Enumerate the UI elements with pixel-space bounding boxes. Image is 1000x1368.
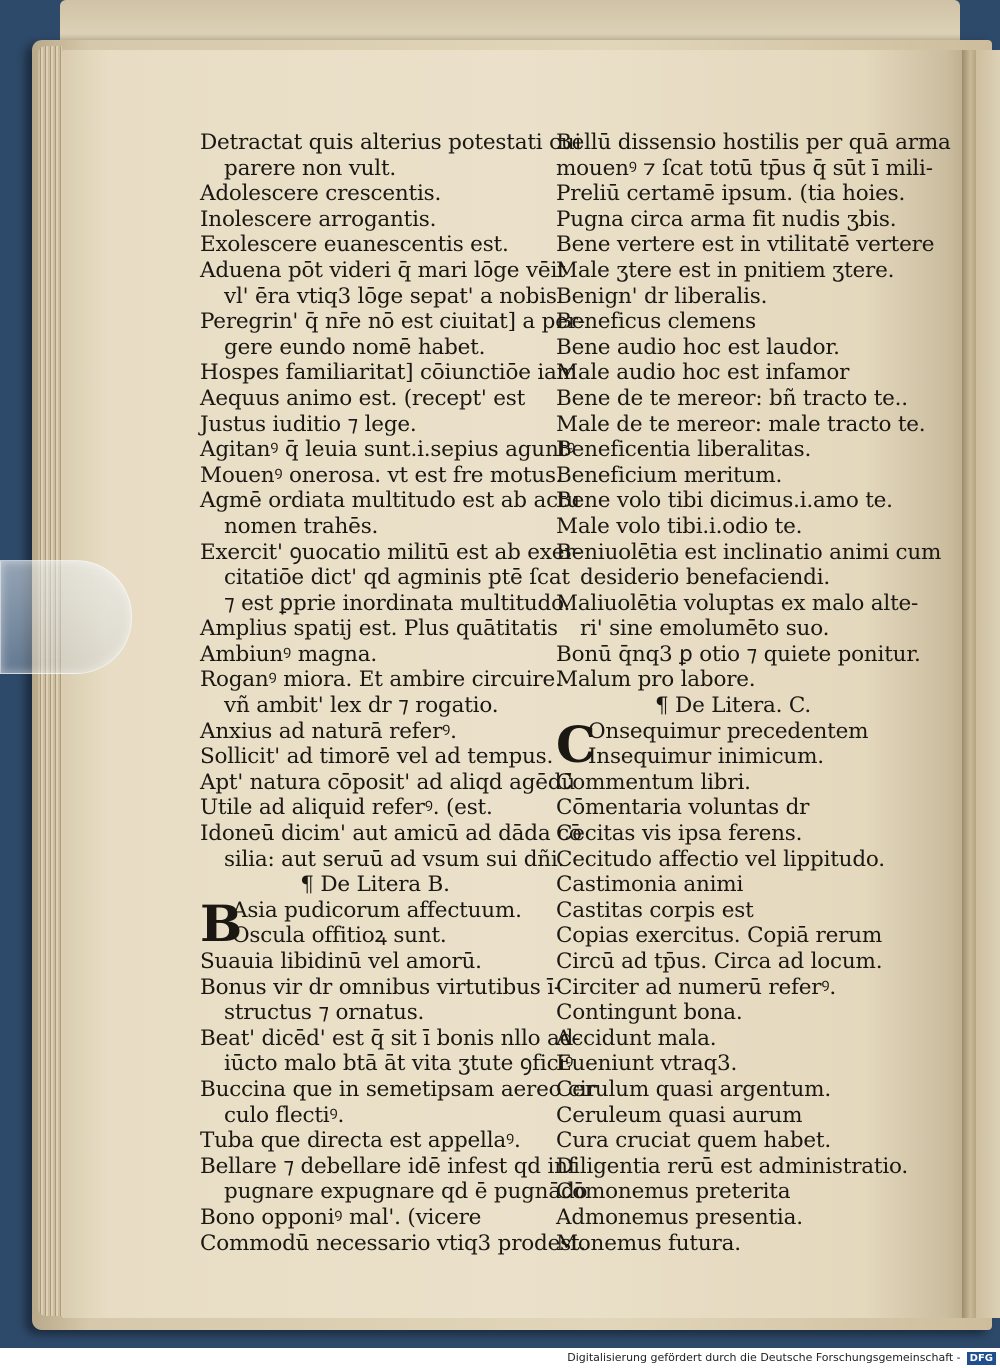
text-line: Bonū q̄nq3 ꝑ otio ⁊ quiete ponitur. bbox=[556, 641, 921, 667]
text-line: Ceruleum quasi aurum bbox=[556, 1102, 803, 1128]
text-line: Circū ad tp̄us. Circa ad locum. bbox=[556, 949, 883, 974]
text-line: Hospes familiaritat] cōiunctiōe iam bbox=[200, 360, 577, 386]
text-line: Beat' dicēd' est q̄ sit ī bonis nllo ad- bbox=[200, 1025, 581, 1051]
text-line: Bellare ⁊ debellare idē infest qd inf bbox=[200, 1153, 576, 1179]
text-line: mouenꝰ ⁊ ſcat totū tp̄us q̄ sūt ī mili- bbox=[556, 155, 933, 181]
right-text-column bbox=[556, 130, 951, 1256]
text-line: Monemus futura. bbox=[556, 1230, 741, 1256]
text-line: vñ ambit' lex dr ⁊ rogatio. bbox=[224, 693, 499, 719]
text-line: Bene volo tibi dicimus.i.amo te. bbox=[556, 488, 893, 514]
text-line: Buccina que in semetipsam aereo cir bbox=[200, 1076, 597, 1102]
text-line: Cecitas vis ipsa ferens. bbox=[556, 821, 803, 847]
text-line: Commentum libri. bbox=[556, 769, 751, 795]
text-line: Asia pudicorum affectuum. bbox=[232, 897, 522, 923]
text-line: Adolescere crescentis. bbox=[200, 181, 442, 207]
text-line: Bene vertere est in vtilitatē vertere bbox=[556, 232, 935, 258]
text-line: parere non vult. bbox=[224, 155, 397, 181]
text-line: Anxius ad naturā referꝰ. bbox=[200, 718, 457, 744]
initial-letter: B bbox=[200, 893, 243, 953]
gutter bbox=[962, 50, 976, 1318]
text-line: Detractat quis alterius potestati cui bbox=[200, 130, 582, 155]
text-line: Copias exercitus. Copiā rerum bbox=[556, 923, 883, 949]
text-line: Idoneū dicim' aut amicū ad dāda cō bbox=[200, 821, 582, 847]
right-page-edge bbox=[976, 50, 1000, 1318]
text-line: ri' sine emolumēto suo. bbox=[580, 616, 830, 642]
text-line: Beniuolētia est inclinatio animi cum bbox=[556, 539, 942, 565]
text-line: Oscula offitioꝝ sunt. bbox=[232, 923, 447, 949]
footer-text: Digitalisierung gefördert durch die Deutsche Forschungsgemeinschaft - bbox=[567, 1351, 961, 1364]
text-line: citatiōe dict' qd agminis ptē ſcat bbox=[224, 565, 570, 591]
text-line: nomen trahēs. bbox=[224, 513, 379, 539]
text-line: Malum pro labore. bbox=[556, 667, 756, 693]
text-line: desiderio benefaciendi. bbox=[580, 565, 831, 591]
text-line: Contingunt bona. bbox=[556, 1000, 743, 1026]
text-line: Exercit' ꝯuocatio militū est ab exer- bbox=[200, 539, 582, 565]
text-line: Aequus animo est. (recept' est bbox=[200, 385, 526, 411]
text-line: Cerulum quasi argentum. bbox=[556, 1076, 831, 1102]
initial-text bbox=[588, 719, 868, 770]
text-line: Bono opponiꝰ mal'. (vicere bbox=[200, 1204, 482, 1230]
text-line: Bellū dissensio hostilis per quā arma bbox=[556, 130, 951, 155]
text-line: culo flectiꝰ. bbox=[224, 1102, 345, 1128]
text-line: Beneficentia liberalitas. bbox=[556, 437, 812, 463]
text-line: Bonus vir dr omnibus virtutibus ī- bbox=[200, 974, 561, 1000]
text-line: Commodū necessario vtiq3 prodest. bbox=[200, 1230, 587, 1256]
initial-letter: C bbox=[556, 714, 596, 774]
footer-bar bbox=[0, 1348, 1000, 1368]
text-line: Apt' natura cōposit' ad aliqd agēdū bbox=[200, 769, 576, 795]
text-line: Roganꝰ miora. Et ambire circuire. bbox=[200, 667, 562, 693]
text-line: Agitanꝰ q̄ leuia sunt.i.sepius aguntꝰ bbox=[200, 437, 576, 463]
text-line: Cōmentaria voluntas dr bbox=[556, 795, 810, 821]
text-line: Circiter ad numerū referꝰ. bbox=[556, 974, 836, 1000]
text-line: Inolescere arrogantis. bbox=[200, 206, 437, 232]
page-edges bbox=[38, 46, 62, 1316]
text-line: Aduena pōt videri q̄ mari lōge vēit bbox=[200, 257, 566, 283]
text-line: Utile ad aliquid referꝰ. (est. bbox=[200, 795, 493, 821]
text-line: pugnare expugnare qd ē pugnādo bbox=[224, 1179, 588, 1205]
text-line: Cura cruciat quem habet. bbox=[556, 1128, 831, 1154]
text-line: gere eundo nomē habet. bbox=[224, 334, 486, 360]
text-line: Male audio hoc est infamor bbox=[556, 360, 850, 386]
text-line: Male de te mereor: male tracto te. bbox=[556, 411, 926, 437]
section-heading: ¶ De Litera B. bbox=[300, 872, 450, 898]
text-line: Amplius spatij est. Plus quātitatis bbox=[200, 616, 558, 642]
text-line: Cōmonemus preterita bbox=[556, 1179, 791, 1205]
text-line: ⁊ est ꝑprie inordinata multitudo. bbox=[224, 590, 571, 616]
text-line: silia: aut seruū ad vsum sui dñi. bbox=[224, 846, 565, 872]
text-line: Suauia libidinū vel amorū. bbox=[200, 949, 482, 974]
text-line: Pugna circa arma fit nudis ʒbis. bbox=[556, 206, 897, 232]
initial-block bbox=[556, 714, 910, 774]
plastic-clip bbox=[0, 560, 132, 674]
text-line: Accidunt mala. bbox=[556, 1025, 717, 1051]
text-line: Admonemus presentia. bbox=[556, 1204, 803, 1230]
text-line: Diligentia rerū est administratio. bbox=[556, 1153, 909, 1179]
text-line: Eueniunt vtraq3. bbox=[556, 1051, 738, 1077]
text-line: Bene de te mereor: bñ tracto te.. bbox=[556, 385, 908, 411]
text-line: Benign' dr liberalis. bbox=[556, 283, 768, 309]
initial-block bbox=[200, 893, 550, 953]
text-line: Bene audio hoc est laudor. bbox=[556, 334, 840, 360]
text-line: Ambiunꝰ magna. bbox=[200, 641, 377, 667]
text-line: iūcto malo btā āt vita ʒtute ꝯficiꝰ bbox=[224, 1051, 574, 1077]
text-line: Male ʒtere est in pnitiem ʒtere. bbox=[556, 257, 895, 283]
text-line: Cecitudo affectio vel lippitudo. bbox=[556, 846, 885, 872]
text-line: Beneficium meritum. bbox=[556, 462, 783, 488]
text-line: Preliū certamē ipsum. (tia hoies. bbox=[556, 181, 906, 207]
text-line: Insequimur inimicum. bbox=[588, 744, 824, 770]
text-line: Sollicit' ad timorē vel ad tempus. bbox=[200, 744, 554, 770]
text-line: Mouenꝰ onerosa. vt est fre motus. bbox=[200, 462, 563, 488]
initial-text bbox=[232, 898, 522, 949]
text-line: Onsequimur precedentem bbox=[588, 718, 869, 744]
text-line: Castitas corpis est bbox=[556, 897, 754, 923]
text-line: Male volo tibi.i.odio te. bbox=[556, 513, 803, 539]
dfg-logo: DFG bbox=[967, 1352, 996, 1365]
section-heading: ¶ De Litera. C. bbox=[654, 693, 812, 719]
text-line: Peregrin' q̄ nr̄e nō est ciuitat] a per- bbox=[200, 309, 585, 335]
text-line: Castimonia animi bbox=[556, 872, 744, 898]
text-line: Tuba que directa est appellaꝰ. bbox=[200, 1128, 521, 1154]
text-line: Maliuolētia voluptas ex malo alte- bbox=[556, 590, 919, 616]
text-line: Beneficus clemens bbox=[556, 309, 756, 335]
left-text-column bbox=[200, 130, 597, 1256]
text-line: Justus iuditio ⁊ lege. bbox=[200, 411, 417, 437]
text-line: structus ⁊ ornatus. bbox=[224, 1000, 425, 1026]
text-line: Agmē ordiata multitudo est ab actu bbox=[200, 488, 581, 514]
text-line: vl' ēra vtiq3 lōge sepat' a nobis. bbox=[224, 283, 564, 309]
text-line: Exolescere euanescentis est. bbox=[200, 232, 509, 258]
